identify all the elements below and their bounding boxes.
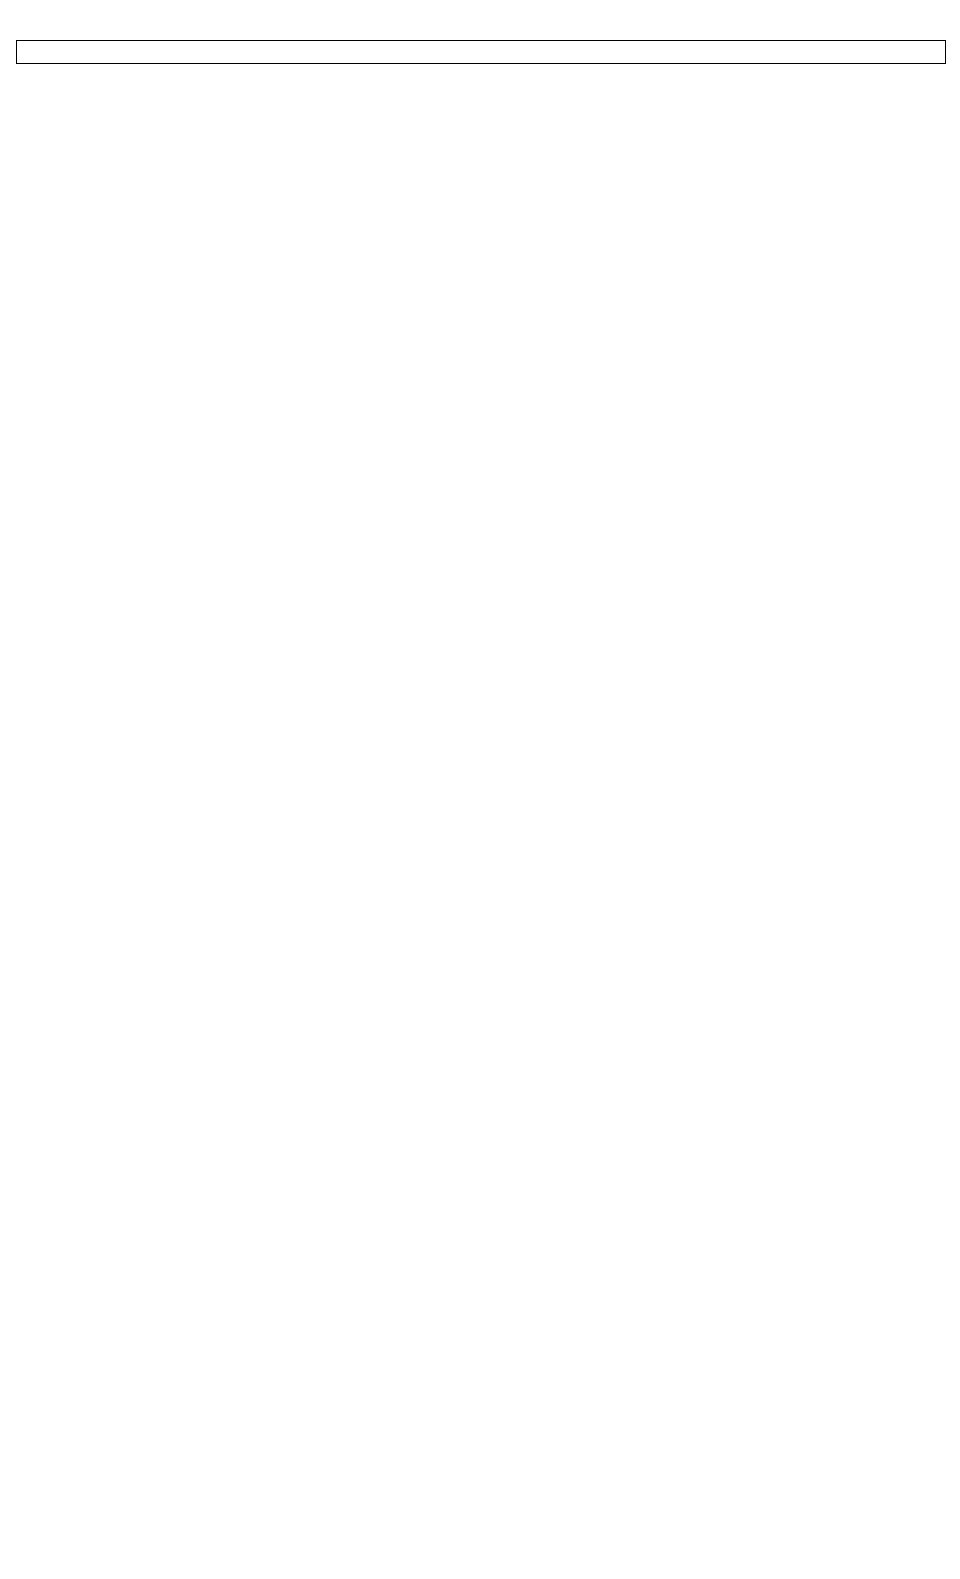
spacer [16,64,946,84]
spacer [16,84,946,104]
section-16-header [16,40,946,64]
spacer [16,16,946,36]
document-body [16,16,946,104]
